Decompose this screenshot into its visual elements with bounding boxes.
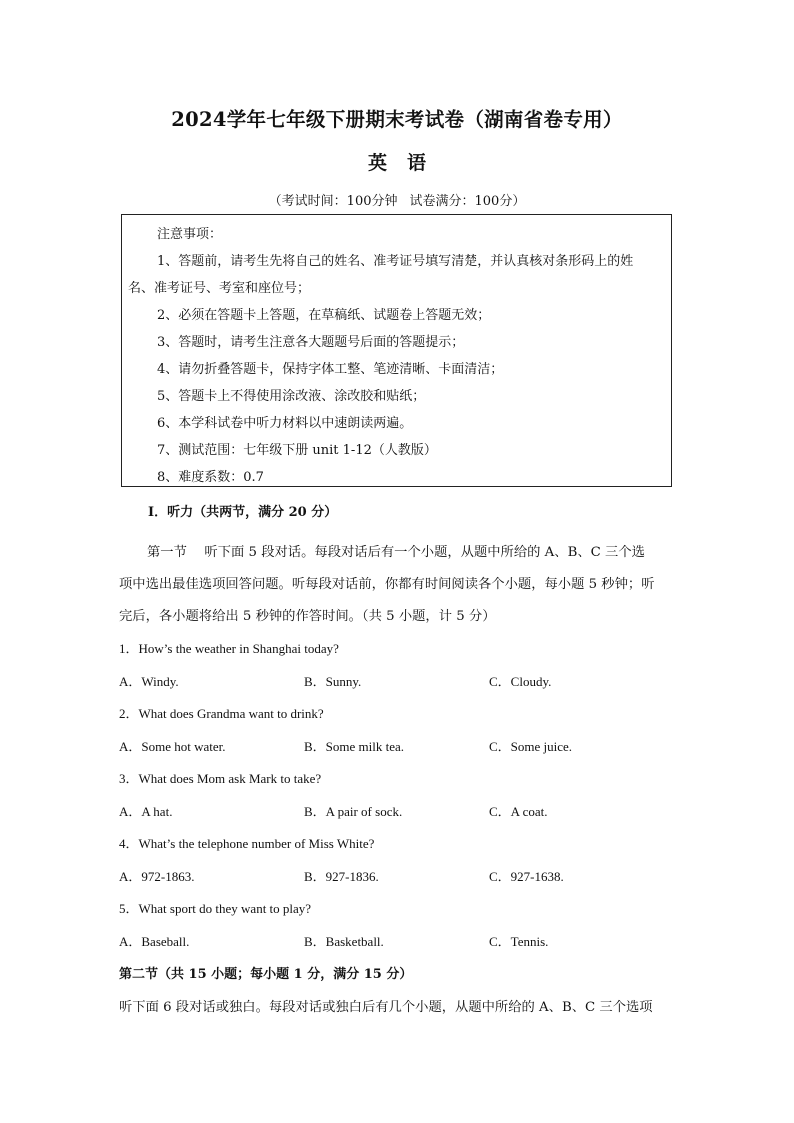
question-3-option-a: A．A hat. [119,804,173,819]
question-1-option-a: A．Windy. [119,674,179,689]
notice-item-1-cont: 名、准考证号、考室和座位号； [128,281,311,296]
part2-heading: 第二节（共 15 小题；每小题 1 分，满分 15 分） [119,967,413,982]
question-1-option-c: C．Cloudy. [489,674,552,689]
notice-item-6: 6、本学科试卷中听力材料以中速朗读两遍。 [157,416,413,431]
full-score: 试卷满分：100分） [409,194,526,209]
subject-title [0,148,794,175]
question-1-stem: 1．How’s the weather in Shanghai today? [119,641,339,656]
subject-char-1: 英 [367,152,387,174]
question-5-option-b: B．Basketball. [304,934,384,949]
question-2-stem: 2．What does Grandma want to drink? [119,706,324,721]
exam-info [0,190,794,209]
question-4-option-a: A．972-1863. [119,869,195,884]
notice-box [121,214,672,487]
question-2-option-b: B．Some milk tea. [304,739,405,754]
notice-item-7: 7、测试范围：七年级下册 unit 1-12（人教版） [157,443,437,458]
question-5-option-a: A．Baseball. [119,934,190,949]
notice-item-1: 1、答题前，请考生先将自己的姓名、准考证号填写清楚，并认真核对条形码上的姓 [157,254,634,269]
question-2-option-c: C．Some juice. [489,739,573,754]
question-3-stem: 3．What does Mom ask Mark to take? [119,771,322,786]
page-title: 2024学年七年级下册期末考试卷（湖南省卷专用） [171,108,623,131]
question-3-option-c: C．A coat. [489,804,548,819]
question-1-option-b: B．Sunny. [304,674,362,689]
question-4-option-b: B．927-1836. [304,869,379,884]
part2-line-1: 听下面 6 段对话或独白。每段对话或独白后有几个小题，从题中所给的 A、B、C 三个选项 [119,1000,653,1015]
question-3-option-b: B．A pair of sock. [304,804,403,819]
notice-item-3: 3、答题时，请考生注意各大题题号后面的答题提示； [157,335,465,350]
question-2-option-a: A．Some hot water. [119,739,226,754]
part1-line-3: 完后，各小题将给出 5 秒钟的作答时间。（共 5 小题，计 5 分） [119,609,496,624]
exam-time: （考试时间：100分钟 [268,194,398,209]
part1-line-1: 第一节 听下面 5 段对话。每段对话后有一个小题，从题中所给的 A、B、C 三个选 [147,545,645,560]
notice-item-5: 5、答题卡上不得使用涂改液、涂改胶和贴纸； [157,389,426,404]
question-5-option-c: C．Tennis. [489,934,549,949]
notice-title: 注意事项： [157,227,223,242]
subject-char-2: 语 [407,152,427,174]
notice-item-8: 8、难度系数：0.7 [157,470,264,485]
notice-item-2: 2、必须在答题卡上答题，在草稿纸、试题卷上答题无效； [157,308,491,323]
listening-heading: I．听力（共两节，满分 20 分） [148,505,338,520]
part1-line-2: 项中选出最佳选项回答问题。听每段对话前，你都有时间阅读各个小题，每小题 5 秒钟；听 [119,577,655,592]
notice-item-4: 4、请勿折叠答题卡，保持字体工整、笔迹清晰、卡面清洁； [157,362,504,377]
question-4-stem: 4．What’s the telephone number of Miss White? [119,836,375,851]
question-4-option-c: C．927-1638. [489,869,564,884]
question-5-stem: 5．What sport do they want to play? [119,901,312,916]
